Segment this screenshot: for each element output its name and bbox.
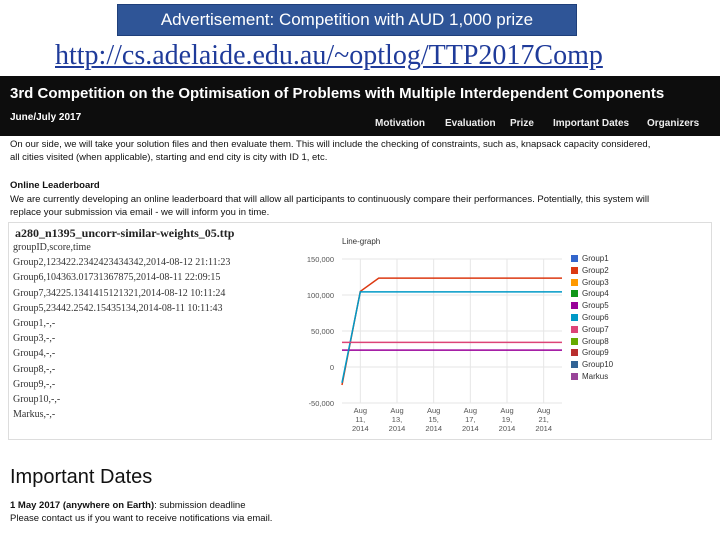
- legend-label: Markus: [582, 372, 609, 381]
- ttp-result-line: Group4,-,-: [13, 348, 56, 360]
- legend-swatch: [571, 267, 578, 274]
- nav-evaluation[interactable]: Evaluation: [445, 118, 496, 129]
- x-tick-label: 2014: [425, 424, 443, 433]
- nav-organizers[interactable]: Organizers: [647, 118, 700, 129]
- y-tick-label: 150,000: [306, 255, 334, 264]
- x-tick-label: 15,: [428, 415, 439, 424]
- x-tick-label: 17,: [465, 415, 476, 424]
- legend-label: Group4: [582, 289, 609, 299]
- nav-motivation[interactable]: Motivation: [375, 118, 425, 129]
- leaderboard-line-2: replace your submission via email - we will inform you in time.: [10, 207, 270, 218]
- legend-swatch: [571, 302, 578, 309]
- important-dates-heading: Important Dates: [10, 466, 153, 488]
- chart-title: Line-graph: [342, 237, 381, 246]
- x-tick-label: 13,: [391, 415, 403, 424]
- intro-line-1: On our side, we will take your solution files and then evaluate them. This will include the checking of constraints, such as, knapsack capacity considered,: [10, 139, 651, 150]
- x-tick-label: Aug: [536, 406, 551, 415]
- legend-swatch: [571, 279, 578, 286]
- ttp-result-line: Markus,-,-: [13, 409, 56, 421]
- ttp-instance-title: a280_n1395_uncorr-similar-weights_05.ttp: [15, 226, 235, 240]
- ttp-result-line: Group2,123422.2342423434342,2014-08-12 21:11:23: [13, 257, 231, 269]
- legend-swatch: [571, 373, 578, 380]
- legend-label: Group10: [582, 360, 614, 370]
- x-tick-label: 2014: [535, 424, 553, 433]
- x-tick-label: 2014: [461, 424, 479, 433]
- site-title: 3rd Competition on the Optimisation of Problems with Multiple Interdependent Components: [10, 85, 665, 102]
- ttp-result-line: Group9,-,-: [13, 378, 56, 390]
- deadline-date: 1 May 2017 (anywhere on Earth): [10, 500, 155, 511]
- ttp-result-line: Group5,23442.2542.15435134,2014-08-11 10:11:43: [13, 302, 223, 314]
- x-tick-label: 2014: [498, 424, 516, 433]
- y-tick-label: 50,000: [311, 327, 334, 336]
- deadline-text: : submission deadline: [154, 500, 246, 511]
- legend-label: Group9: [582, 348, 609, 358]
- leaderboard-line-1: We are currently developing an online leaderboard that will allow all participants to continuously compare their performances. Potentially, this system will: [10, 194, 650, 205]
- series-line-group6: [342, 292, 562, 383]
- leaderboard-panel: [8, 222, 712, 440]
- ttp-result-line: groupID,score,time: [13, 242, 91, 253]
- ttp-result-line: Group3,-,-: [13, 333, 56, 345]
- x-tick-label: 19,: [501, 415, 513, 424]
- contact-line: Please contact us if you want to receive notifications via email.: [10, 513, 273, 524]
- leaderboard-heading: Online Leaderboard: [10, 180, 100, 191]
- ad-banner: Advertisement: Competition with AUD 1,000 prize: [117, 4, 577, 36]
- ttp-result-line: Group8,-,-: [13, 363, 56, 375]
- x-tick-label: Aug: [426, 406, 441, 415]
- legend-label: Group2: [582, 265, 609, 275]
- y-tick-label: -50,000: [308, 399, 334, 408]
- legend-label: Group1: [582, 254, 609, 263]
- legend-swatch: [571, 361, 578, 368]
- y-tick-label: 0: [329, 363, 334, 372]
- x-tick-label: Aug: [500, 406, 514, 415]
- ttp-result-line: Group6,104363.01731367875,2014-08-11 22:09:15: [13, 272, 221, 284]
- ttp-result-line: Group1,-,-: [13, 318, 56, 329]
- legend-label: Group3: [582, 277, 609, 287]
- legend-swatch: [571, 338, 578, 345]
- deadline-line: [10, 500, 246, 511]
- series-line-group2: [342, 278, 562, 385]
- legend-swatch: [571, 290, 578, 297]
- x-tick-label: Aug: [390, 406, 404, 415]
- x-tick-label: 2014: [351, 424, 369, 433]
- x-tick-label: Aug: [463, 406, 478, 415]
- legend-label: Group7: [582, 324, 609, 334]
- intro-line-2: all cities visited (when applicable), starting and end city is city with ID 1, etc.: [10, 152, 328, 163]
- x-tick-label: 11,: [355, 415, 366, 424]
- site-date: June/July 2017: [10, 112, 82, 123]
- nav-prize[interactable]: Prize: [510, 118, 534, 129]
- site-header: [0, 76, 720, 136]
- legend-swatch: [571, 255, 578, 262]
- nav-important-dates[interactable]: Important Dates: [553, 118, 630, 129]
- x-tick-label: 2014: [388, 424, 406, 433]
- x-tick-label: Aug: [353, 406, 368, 415]
- legend-label: Group6: [582, 313, 609, 322]
- legend-swatch: [571, 314, 578, 321]
- legend-label: Group5: [582, 301, 609, 311]
- legend-label: Group8: [582, 336, 609, 346]
- competition-url-link[interactable]: http://cs.adelaide.edu.au/~optlog/TTP2017Comp: [55, 40, 603, 71]
- legend-swatch: [571, 349, 578, 356]
- x-tick-label: 21,: [538, 415, 549, 424]
- ttp-result-line: Group7,34225.1341415121321,2014-08-12 10:11:24: [13, 287, 226, 299]
- legend-swatch: [571, 326, 578, 333]
- y-tick-label: 100,000: [306, 291, 334, 300]
- ttp-result-line: Group10,-,-: [13, 394, 61, 405]
